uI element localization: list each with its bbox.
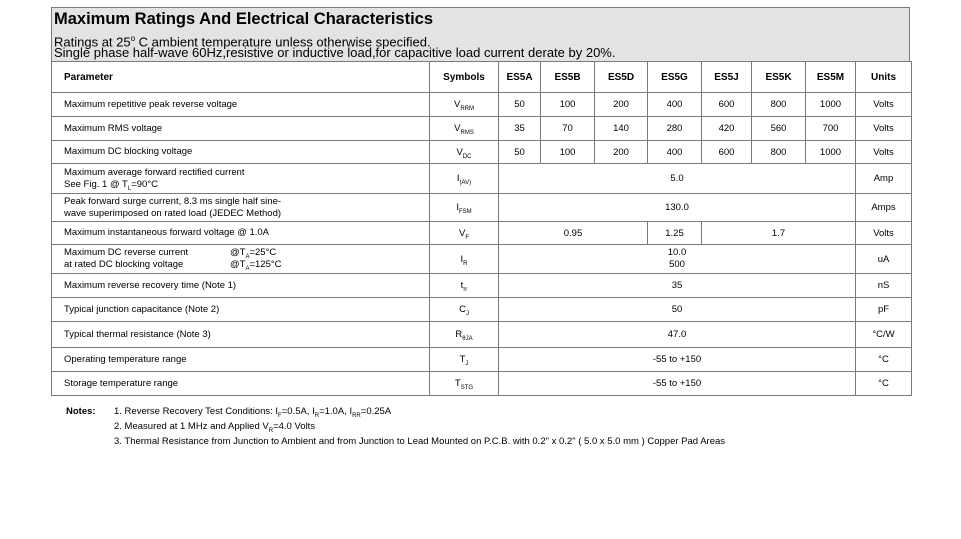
param-label: Maximum DC reverse current $@T_A=25^\circ C$ at rated DC blocking voltage $@T_A=125^\circ C$: [52, 245, 430, 274]
value-cell: 140: [595, 117, 648, 141]
value-cell: 800: [752, 141, 806, 164]
value-cell: 560: [752, 117, 806, 141]
symbol: $t_{rr}$: [430, 274, 499, 298]
value-cell: 700: [806, 117, 856, 141]
notes-label: Notes:: [66, 406, 96, 417]
value-cell: 130.0: [499, 194, 856, 222]
table-row: [52, 348, 912, 372]
value-cell: 400: [648, 93, 702, 117]
param-label: Maximum RMS voltage: [52, 117, 430, 141]
value-cell: 1000: [806, 93, 856, 117]
unit-cell: Amps: [856, 194, 912, 222]
unit-cell: Volts: [856, 117, 912, 141]
value-cell: 100: [541, 93, 595, 117]
symbol: $V_{RMS}$: [430, 117, 499, 141]
table-row: [52, 322, 912, 348]
value-cell: 600: [702, 141, 752, 164]
header-es5a: ES5A: [499, 62, 541, 93]
unit-cell: nS: [856, 274, 912, 298]
value-cell: 420: [702, 117, 752, 141]
param-label: Typical junction capacitance (Note 2): [52, 298, 430, 322]
param-label: Storage temperature range: [52, 372, 430, 396]
symbol: $I_{(AV)}$: [430, 164, 499, 194]
param-label: Peak forward surge current, 8.3 ms single half sine- wave superimposed on rated load (JEDEC Method): [52, 194, 430, 222]
symbol: $V_{DC}$: [430, 141, 499, 164]
value-cell: 35: [499, 117, 541, 141]
header-es5j: ES5J: [702, 62, 752, 93]
value-cell: 50: [499, 298, 856, 322]
table-row: [52, 141, 912, 164]
unit-cell: °C/W: [856, 322, 912, 348]
param-label: Maximum instantaneous forward voltage @ 1.0A: [52, 222, 430, 245]
value-cell: 50: [499, 141, 541, 164]
value-cell: 70: [541, 117, 595, 141]
symbol: $T_{STG}$: [430, 372, 499, 396]
symbol: $V_F$: [430, 222, 499, 245]
table-row: [52, 245, 912, 274]
value-cell: 200: [595, 141, 648, 164]
unit-cell: Volts: [856, 222, 912, 245]
symbol: $R_{\theta JA}$: [430, 322, 499, 348]
table-row: [52, 117, 912, 141]
table-row: [52, 93, 912, 117]
table-row: [52, 274, 912, 298]
unit-cell: Volts: [856, 93, 912, 117]
value-cell: 1.25: [648, 222, 702, 245]
value-cell: 400: [648, 141, 702, 164]
symbol: $I_{FSM}$: [430, 194, 499, 222]
unit-cell: Volts: [856, 141, 912, 164]
symbol: $C_J$: [430, 298, 499, 322]
param-label: Maximum DC blocking voltage: [52, 141, 430, 164]
value-cell: 280: [648, 117, 702, 141]
header-symbols: Symbols: [430, 62, 499, 93]
symbol: $V_{RRM}$: [430, 93, 499, 117]
table-row: [52, 222, 912, 245]
note-1: 1. Reverse Recovery Test Conditions: $I_F=0.5A$, $I_R=1.0A$, $I_{RR}=0.25A$: [114, 406, 392, 419]
param-label: Maximum average forward rectified current See Fig. 1 @ $T_L=90^\circ C$: [52, 164, 430, 194]
symbol: $T_J$: [430, 348, 499, 372]
value-cell: 100: [541, 141, 595, 164]
note-2: 2. Measured at 1 MHz and Applied $V_R=4.0$ Volts: [114, 421, 316, 434]
conditions-line-2: Single phase half-wave 60Hz,resistive or inductive load,for capacitive load current derate by 20%.: [54, 45, 616, 60]
unit-cell: uA: [856, 245, 912, 274]
param-label: Maximum reverse recovery time (Note 1): [52, 274, 430, 298]
page-title: Maximum Ratings And Electrical Characteristics: [54, 10, 434, 28]
param-label: Maximum repetitive peak reverse voltage: [52, 93, 430, 117]
table-row: [52, 194, 912, 222]
header-es5b: ES5B: [541, 62, 595, 93]
header-es5m: ES5M: [806, 62, 856, 93]
header-es5d: ES5D: [595, 62, 648, 93]
header-es5k: ES5K: [752, 62, 806, 93]
value-cell: 600: [702, 93, 752, 117]
param-label: Operating temperature range: [52, 348, 430, 372]
value-cell: 35: [499, 274, 856, 298]
value-cell: 200: [595, 93, 648, 117]
unit-cell: °C: [856, 372, 912, 396]
symbol: $I_R$: [430, 245, 499, 274]
ratings-table: [51, 61, 912, 396]
header-parameter: Parameter: [52, 62, 430, 93]
table-header-row: [52, 62, 912, 93]
value-cell: 1000: [806, 141, 856, 164]
value-cell: 0.95: [499, 222, 648, 245]
value-cell: 800: [752, 93, 806, 117]
table-row: [52, 298, 912, 322]
header-es5g: ES5G: [648, 62, 702, 93]
value-cell: -55 to +150: [499, 372, 856, 396]
value-cell: -55 to +150: [499, 348, 856, 372]
value-cell: 5.0: [499, 164, 856, 194]
value-cell: 10.0 500: [499, 245, 856, 274]
header-units: Units: [856, 62, 912, 93]
note-3: 3. Thermal Resistance from Junction to Ambient and from Junction to Lead Mounted on P.C.B. with 0.2" x 0.2" ( 5.0 x 5.0 mm ) Copper Pad Areas: [114, 436, 726, 447]
unit-cell: Amp: [856, 164, 912, 194]
value-cell: 1.7: [702, 222, 856, 245]
table-row: [52, 372, 912, 396]
value-cell: 50: [499, 93, 541, 117]
table-row: [52, 164, 912, 194]
unit-cell: pF: [856, 298, 912, 322]
conditions-line-1: Ratings at 25$^o$ C ambient temperature unless otherwise specified.: [54, 34, 431, 50]
param-label: Typical thermal resistance (Note 3): [52, 322, 430, 348]
header-box: [51, 7, 910, 62]
unit-cell: °C: [856, 348, 912, 372]
value-cell: 47.0: [499, 322, 856, 348]
